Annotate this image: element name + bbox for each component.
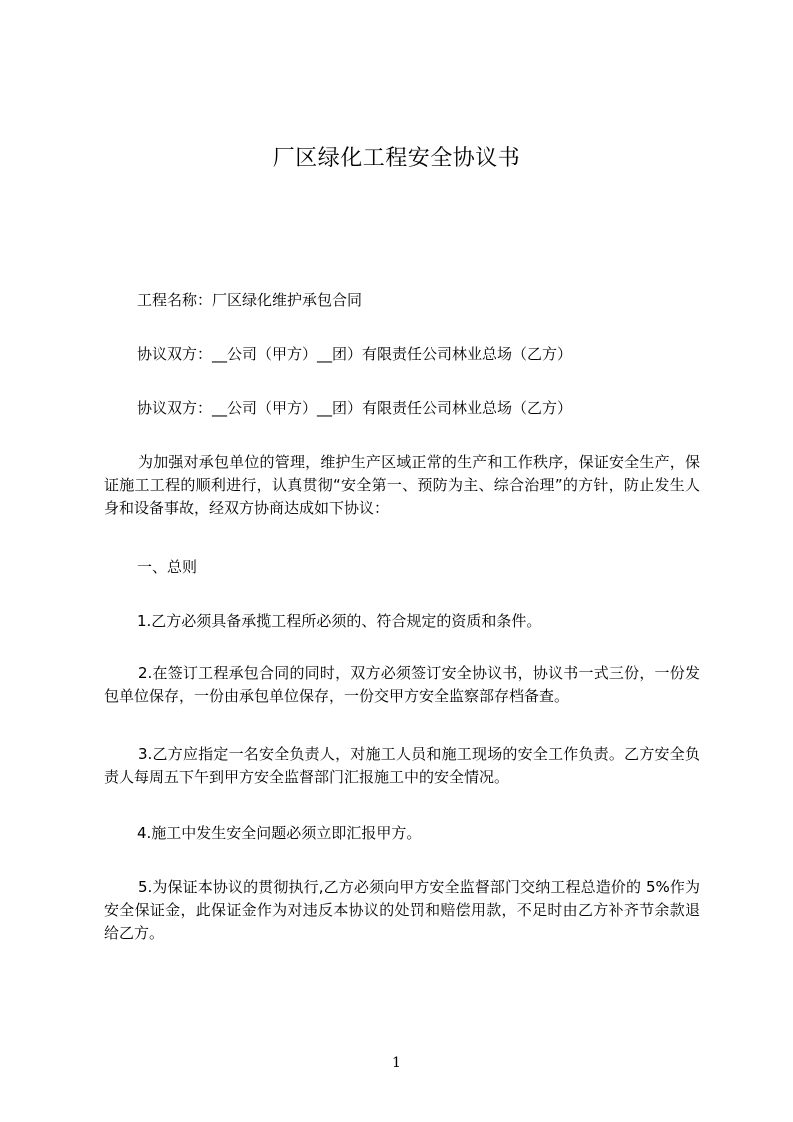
- parties-line-1: 协议双方：__公司（甲方）__团）有限责任公司林业总场（乙方）: [137, 345, 573, 363]
- parties-line-2: 协议双方：__公司（甲方）__团）有限责任公司林业总场（乙方）: [137, 399, 573, 417]
- section-1-heading: 一、总则: [137, 558, 198, 576]
- page-number: 1: [392, 1055, 401, 1071]
- project-name-line: 工程名称：厂区绿化维护承包合同: [137, 291, 363, 309]
- clause-4: 4.施工中发生安全问题必须立即汇报甲方。: [137, 824, 422, 842]
- document-title: 厂区绿化工程安全协议书: [272, 146, 521, 171]
- clause-1: 1.乙方必须具备承揽工程所必须的、符合规定的资质和条件。: [137, 612, 542, 630]
- clause-5: 5.为保证本协议的贯彻执行,乙方必须向甲方安全监督部门交纳工程总造价的 5%作为安全保证金，此保证金作为对违反本协议的处罚和赔偿用款，不足时由乙方补齐节余款退给乙方。: [104, 878, 700, 942]
- clause-3: 3.乙方应指定一名安全负责人，对施工人员和施工现场的安全工作负责。乙方安全负责人每周五下午到甲方安全监督部门汇报施工中的安全情况。: [104, 745, 700, 786]
- clause-2: 2.在签订工程承包合同的同时，双方必须签订安全协议书，协议书一式三份，一份发包单位保存，一份由承包单位保存，一份交甲方安全监察部存档备查。: [104, 664, 700, 705]
- intro-paragraph: 为加强对承包单位的管理，维护生产区域正常的生产和工作秩序，保证安全生产，保证施工工程的顺利进行，认真贯彻“安全第一、预防为主、综合治理”的方针，防止发生人身和设备事故，经双方协商达成如下协议：: [104, 453, 700, 517]
